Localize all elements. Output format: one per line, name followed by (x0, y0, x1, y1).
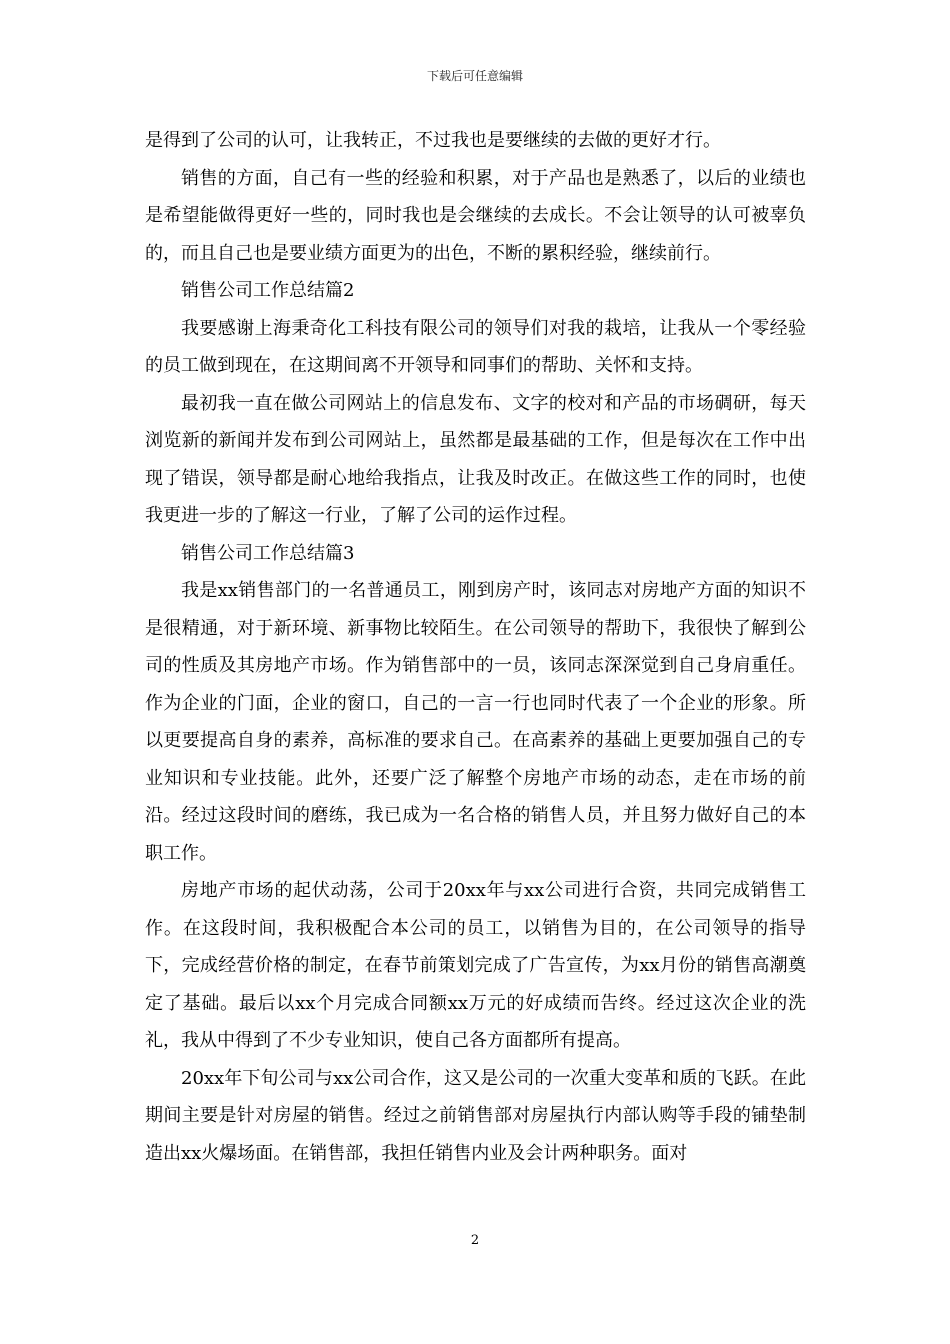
paragraph-continuation: 是得到了公司的认可，让我转正，不过我也是要继续的去做的更好才行。 (145, 130, 721, 151)
paragraph: 销售的方面，自己有一些的经验和积累，对于产品也是熟悉了，以后的业绩也是希望能做得更好一些的，同时我也是会继续的去成长。不会让领导的认可被辜负的，而且自己也是要业绩方面更为的出色，不断的累积经验，继续前行。 (145, 167, 806, 264)
paragraph: 房地产市场的起伏动荡，公司于20xx年与xx公司进行合资，共同完成销售工作。在这段时间，我积极配合本公司的员工，以销售为目的，在公司领导的指导下，完成经营价格的制定，在春节前策划完成了广告宣传，为xx月份的销售高潮奠定了基础。最后以xx个月完成合同额xx万元的好成绩而告终。经过这次企业的洗礼，我从中得到了不少专业知识，使自己各方面都所有提高。 (145, 880, 806, 1051)
page-header: 下载后可任意编辑 (426, 69, 523, 83)
paragraph: 20xx年下旬公司与xx公司合作，这又是公司的一次重大变革和质的飞跃。在此期间主要是针对房屋的销售。经过之前销售部对房屋执行内部认购等手段的铺垫制造出xx火爆场面。在销售部，我担任销售内业及会计两种职务。面对 (145, 1067, 806, 1164)
document-body (145, 122, 806, 1172)
paragraph: 最初我一直在做公司网站上的信息发布、文字的校对和产品的市场碉研，每天浏览新的新闻并发布到公司网站上，虽然都是最基础的工作，但是每次在工作中出现了错误，领导都是耐心地给我指点，让我及时改正。在做这些工作的同时，也使我更进一步的了解这一行业，了解了公司的运作过程。 (145, 392, 806, 526)
section-heading: 销售公司工作总结篇2 (181, 280, 355, 301)
page-number: 2 (470, 1233, 480, 1248)
paragraph: 我是xx销售部门的一名普通员工，刚到房产时，该同志对房地产方面的知识不是很精通，对于新环境、新事物比较陌生。在公司领导的帮助下，我很快了解到公司的性质及其房地产市场。作为销售部中的一员，该同志深深觉到自己身肩重任。作为企业的门面，企业的窗口，自己的一言一行也同时代表了一个企业的形象。所以更要提高自身的素养，高标准的要求自己。在高素养的基础上更要加强自己的专业知识和专业技能。此外，还要广泛了解整个房地产市场的动态，走在市场的前沿。经过这段时间的磨练，我已成为一名合格的销售人员，并且努力做好自己的本职工作。 (145, 580, 806, 864)
section-heading: 销售公司工作总结篇3 (181, 542, 355, 564)
paragraph: 我要感谢上海秉奇化工科技有限公司的领导们对我的栽培，让我从一个零经验的员工做到现在，在这期间离不开领导和同事们的帮助、关怀和支持。 (145, 317, 806, 376)
